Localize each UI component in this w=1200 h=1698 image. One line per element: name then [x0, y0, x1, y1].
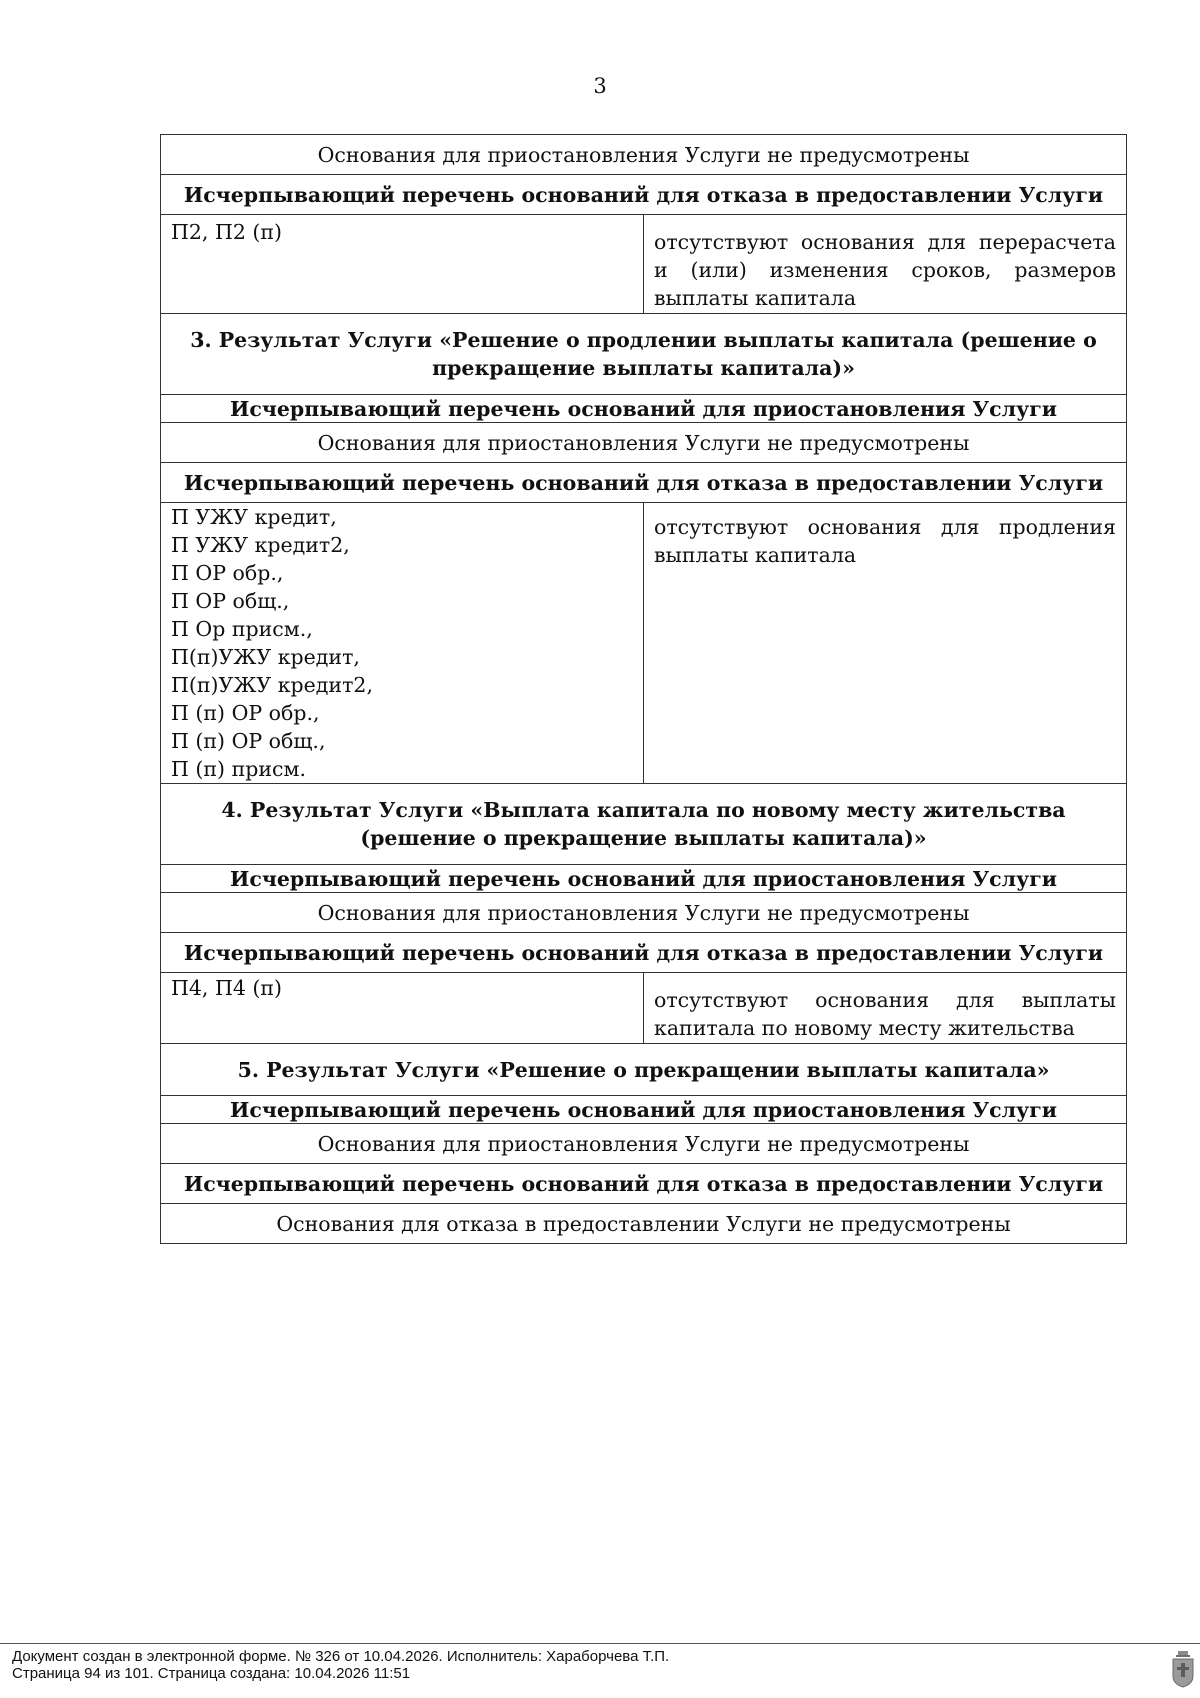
footer-divider [0, 1643, 1200, 1644]
table-row [161, 175, 1127, 215]
coat-of-arms-icon [1170, 1650, 1196, 1688]
table-row [161, 784, 1127, 865]
table-row [161, 503, 1127, 784]
refusal-reason: отсутствуют основания для продления выплаты капитала [644, 503, 1127, 784]
basis-code: П (п) присм. [171, 757, 306, 781]
basis-code: П ОР общ., [171, 589, 290, 613]
table-row [161, 1164, 1127, 1204]
table-row [161, 933, 1127, 973]
basis-code: П (п) ОР обр., [171, 701, 320, 725]
refusal-header: Исчерпывающий перечень оснований для отказа в предоставлении Услуги [161, 463, 1127, 503]
basis-code: П(п)УЖУ кредит2, [171, 673, 373, 697]
basis-code: П ОР обр., [171, 561, 284, 585]
footer-line-1: Документ создан в электронной форме. № 326 от 10.04.2026. Исполнитель: Хараборчева Т.П. [12, 1648, 670, 1665]
result-title: 5. Результат Услуги «Решение о прекращении выплаты капитала» [161, 1044, 1127, 1096]
refusal-text: Основания для отказа в предоставлении Услуги не предусмотрены [161, 1204, 1127, 1244]
refusal-header: Исчерпывающий перечень оснований для отказа в предоставлении Услуги [161, 933, 1127, 973]
refusal-codes [161, 503, 644, 784]
suspension-text: Основания для приостановления Услуги не предусмотрены [161, 1124, 1127, 1164]
table-row [161, 314, 1127, 395]
suspension-text: Основания для приостановления Услуги не предусмотрены [161, 423, 1127, 463]
refusal-reason: отсутствуют основания для выплаты капитала по новому месту жительства [644, 973, 1127, 1044]
refusal-reason: отсутствуют основания для перерасчета и (или) изменения сроков, размеров выплаты капитала [644, 215, 1127, 314]
result-title: 3. Результат Услуги «Решение о продлении выплаты капитала (решение о прекращение выплаты капитала)» [161, 314, 1127, 395]
refusal-codes: П2, П2 (п) [161, 215, 644, 314]
table-row [161, 893, 1127, 933]
refusal-header: Исчерпывающий перечень оснований для отказа в предоставлении Услуги [161, 1164, 1127, 1204]
suspension-header: Исчерпывающий перечень оснований для приостановления Услуги [161, 395, 1127, 423]
refusal-header: Исчерпывающий перечень оснований для отказа в предоставлении Услуги [161, 175, 1127, 215]
suspension-text: Основания для приостановления Услуги не предусмотрены [161, 135, 1127, 175]
table-row [161, 463, 1127, 503]
result-title: 4. Результат Услуги «Выплата капитала по новому месту жительства (решение о прекращение выплаты капитала)» [161, 784, 1127, 865]
table-row [161, 973, 1127, 1044]
table-row [161, 1096, 1127, 1124]
basis-code: П(п)УЖУ кредит, [171, 645, 360, 669]
table-row [161, 865, 1127, 893]
table-row [161, 395, 1127, 423]
table-row [161, 423, 1127, 463]
table-row [161, 215, 1127, 314]
suspension-header: Исчерпывающий перечень оснований для приостановления Услуги [161, 1096, 1127, 1124]
footer-line-2: Страница 94 из 101. Страница создана: 10.04.2026 11:51 [12, 1665, 411, 1682]
basis-code: П УЖУ кредит, [171, 505, 337, 529]
table-row [161, 1044, 1127, 1096]
table-row [161, 1204, 1127, 1244]
table-row [161, 1124, 1127, 1164]
grounds-table [160, 134, 1127, 1244]
basis-code: П Ор присм., [171, 617, 313, 641]
basis-code: П УЖУ кредит2, [171, 533, 350, 557]
page-number: 3 [593, 74, 607, 98]
suspension-header: Исчерпывающий перечень оснований для приостановления Услуги [161, 865, 1127, 893]
suspension-text: Основания для приостановления Услуги не предусмотрены [161, 893, 1127, 933]
document-footer [12, 1648, 669, 1682]
basis-code: П (п) ОР общ., [171, 729, 326, 753]
table-row [161, 135, 1127, 175]
refusal-codes: П4, П4 (п) [161, 973, 644, 1044]
